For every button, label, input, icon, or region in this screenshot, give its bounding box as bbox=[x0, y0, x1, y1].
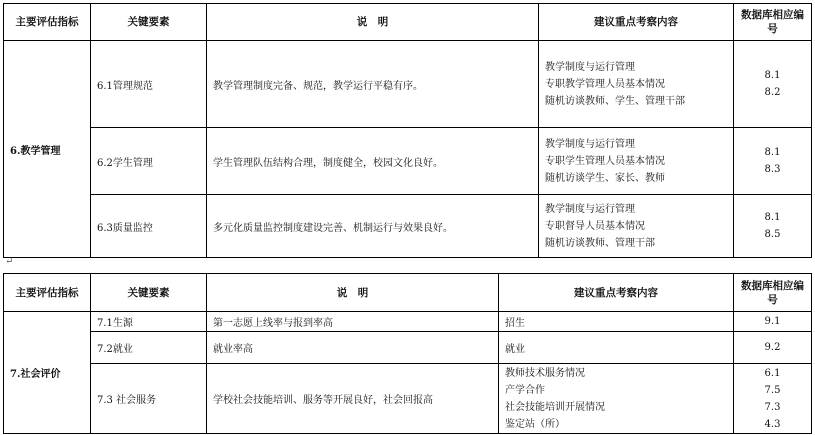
database-code-cell: 9.2 bbox=[734, 332, 812, 364]
code-value: 8.1 bbox=[764, 147, 781, 158]
code-value: 8.1 bbox=[764, 70, 781, 81]
table-row bbox=[4, 195, 812, 258]
content-line: 教学制度与运行管理 bbox=[545, 138, 635, 150]
key-element-cell: 6.3质量监控 bbox=[91, 195, 207, 258]
header-database-code: 数据库相应编号 bbox=[734, 4, 812, 41]
review-content-cell bbox=[539, 195, 734, 258]
content-line: 专职学生管理人员基本情况 bbox=[545, 155, 665, 167]
content-line: 随机访谈教师、管理干部 bbox=[545, 237, 655, 249]
content-line: 教师技术服务情况 bbox=[505, 367, 585, 379]
content-line: 随机访谈教师、学生、管理干部 bbox=[545, 95, 685, 107]
review-content-cell bbox=[499, 364, 734, 434]
content-line: 专职教学管理人员基本情况 bbox=[545, 78, 665, 90]
content-line: 随机访谈学生、家长、教师 bbox=[545, 172, 665, 184]
description-cell: 第一志愿上线率与报到率高 bbox=[207, 312, 499, 332]
description-cell: 就业率高 bbox=[207, 332, 499, 364]
key-element-cell: 6.1管理规范 bbox=[91, 41, 207, 128]
key-element-cell: 7.3 社会服务 bbox=[91, 364, 207, 434]
code-value: 8.3 bbox=[764, 164, 781, 175]
code-value: 8.1 bbox=[764, 212, 781, 223]
indicator-cell: 6.教学管理 bbox=[4, 41, 91, 258]
header-description: 说 明 bbox=[207, 4, 539, 41]
header-indicator: 主要评估指标 bbox=[4, 4, 91, 41]
code-value: 8.5 bbox=[764, 229, 781, 240]
review-content-cell bbox=[539, 41, 734, 128]
paragraph-mark: ↵ bbox=[5, 256, 14, 267]
content-line: 教学制度与运行管理 bbox=[545, 61, 635, 73]
table-row bbox=[4, 128, 812, 195]
review-content-cell bbox=[539, 128, 734, 195]
key-element-cell: 6.2学生管理 bbox=[91, 128, 207, 195]
indicator-cell: 7.社会评价 bbox=[4, 312, 91, 434]
code-value: 6.1 bbox=[764, 367, 781, 379]
header-key-element: 关键要素 bbox=[91, 274, 207, 312]
code-value: 7.3 bbox=[764, 401, 781, 413]
key-element-cell: 7.2就业 bbox=[91, 332, 207, 364]
table-header-row bbox=[4, 274, 812, 312]
code-value: 4.3 bbox=[764, 418, 781, 430]
database-code-cell bbox=[734, 364, 812, 434]
database-code-cell bbox=[734, 195, 812, 258]
database-code-cell: 9.1 bbox=[734, 312, 812, 332]
table-row bbox=[4, 332, 812, 364]
database-code-cell bbox=[734, 41, 812, 128]
header-key-element: 关键要素 bbox=[91, 4, 207, 41]
header-indicator: 主要评估指标 bbox=[4, 274, 91, 312]
database-code-cell bbox=[734, 128, 812, 195]
social-evaluation-table bbox=[3, 273, 812, 434]
code-value: 7.5 bbox=[764, 384, 781, 396]
description-cell: 多元化质量监控制度建设完善、机制运行与效果良好。 bbox=[207, 195, 539, 258]
content-line: 社会技能培训开展情况 bbox=[505, 401, 605, 413]
content-line: 专职督导人员基本情况 bbox=[545, 220, 645, 232]
review-content-cell: 招生 bbox=[499, 312, 734, 332]
table-header-row bbox=[4, 4, 812, 41]
header-review-content: 建议重点考察内容 bbox=[499, 274, 734, 312]
description-cell: 教学管理制度完备、规范，教学运行平稳有序。 bbox=[207, 41, 539, 128]
content-line: 产学合作 bbox=[505, 384, 545, 396]
table-row bbox=[4, 41, 812, 128]
description-cell: 学生管理队伍结构合理，制度健全，校园文化良好。 bbox=[207, 128, 539, 195]
code-value: 8.2 bbox=[764, 87, 781, 98]
teaching-management-table bbox=[3, 3, 812, 258]
content-line: 教学制度与运行管理 bbox=[545, 203, 635, 215]
content-line: 鉴定站（所） bbox=[505, 418, 565, 430]
description-cell: 学校社会技能培训、服务等开展良好，社会回报高 bbox=[207, 364, 499, 434]
table-row bbox=[4, 364, 812, 434]
header-description: 说 明 bbox=[207, 274, 499, 312]
table-row bbox=[4, 312, 812, 332]
header-review-content: 建议重点考察内容 bbox=[539, 4, 734, 41]
header-database-code: 数据库相应编号 bbox=[734, 274, 812, 312]
key-element-cell: 7.1生源 bbox=[91, 312, 207, 332]
review-content-cell: 就业 bbox=[499, 332, 734, 364]
